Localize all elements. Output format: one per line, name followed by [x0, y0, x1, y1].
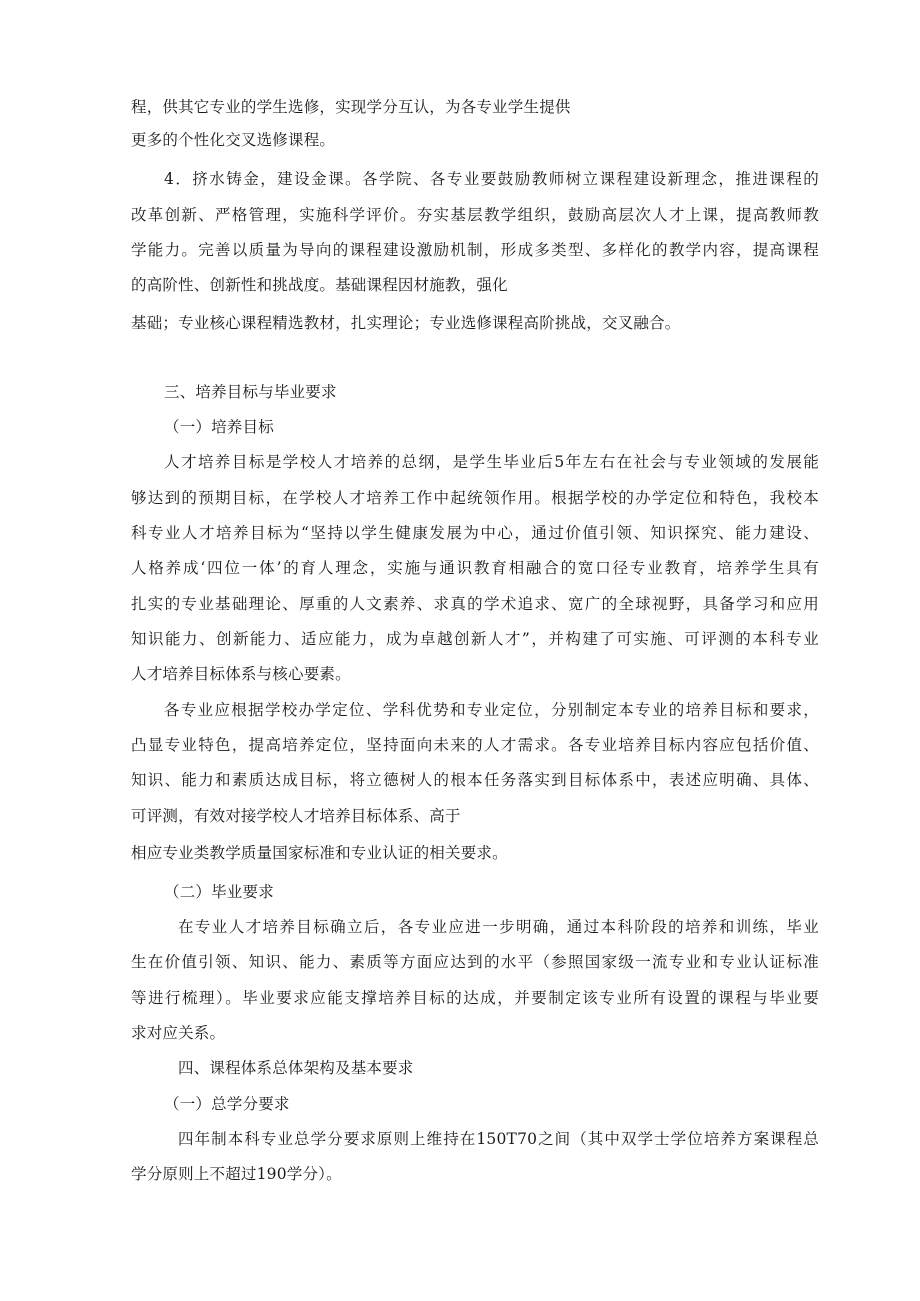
- paragraph-line: 可评测，有效对接学校人才培养目标体系、高于: [131, 807, 461, 825]
- paragraph-line: 扎实的专业基础理论、厚重的人文素养、求真的学术追求、宽广的全球视野，具备学习和应用: [131, 595, 819, 613]
- paragraph-line: 够达到的预期目标，在学校人才培养工作中起统领作用。根据学校的办学定位和特色，我校本: [131, 489, 819, 507]
- paragraph-line: 生在价值引领、知识、能力、素质等方面应达到的水平（参照国家级一流专业和专业认证标准: [131, 953, 819, 971]
- paragraph-line: 基础；专业核心课程精选教材，扎实理论；专业选修课程高阶挑战，交叉融合。: [131, 314, 681, 332]
- paragraph-line: 在专业人才培养目标确立后，各专业应进一步明确，通过本科阶段的培养和训练，毕业: [178, 918, 819, 936]
- subsection-heading-total-credits: （一）总学分要求: [164, 1095, 290, 1113]
- item-4-heading-line: 4．挤水铸金，建设金课。各学院、各专业要鼓励教师树立课程建设新理念，推进课程的: [164, 170, 819, 188]
- paragraph-line: 改革创新、严格管理，实施科学评价。夯实基层教学组织，鼓励高层次人才上课，提高教师教: [131, 206, 819, 224]
- section-heading-3: 三、培养目标与毕业要求: [164, 383, 337, 401]
- paragraph-line: 知识能力、创新能力、适应能力，成为卓越创新人才”，并构建了可实施、可评测的本科专业: [131, 630, 819, 648]
- paragraph-line: 相应专业类教学质量国家标准和专业认证的相关要求。: [131, 844, 508, 862]
- paragraph-line: 凸显专业特色，提高培养定位，坚持面向未来的人才需求。各专业培养目标内容应包括价值、: [131, 736, 819, 754]
- subsection-heading-training-goal: （一）培养目标: [164, 418, 274, 436]
- paragraph-line: 求对应关系。: [131, 1024, 226, 1042]
- paragraph-line: 等进行梳理）。毕业要求应能支撑培养目标的达成，并要制定该专业所有设置的课程与毕业要: [131, 989, 819, 1007]
- paragraph-line: 学能力。完善以质量为导向的课程建设激励机制，形成多类型、多样化的教学内容，提高课程: [131, 241, 819, 259]
- paragraph-line: 科专业人才培养目标为“坚持以学生健康发展为中心，通过价值引领、知识探究、能力建设、: [131, 524, 819, 542]
- paragraph-line: 学分原则上不超过190学分）。: [131, 1165, 342, 1183]
- paragraph-line: 的高阶性、创新性和挑战度。基础课程因材施教，强化: [131, 276, 508, 294]
- paragraph-line: 人才培养目标体系与核心要素。: [131, 665, 351, 683]
- paragraph-line: 程，供其它专业的学生选修，实现学分互认，为各专业学生提供: [131, 98, 571, 116]
- section-heading-4: 四、课程体系总体架构及基本要求: [178, 1059, 414, 1077]
- paragraph-line: 知识、能力和素质达成目标，将立德树人的根本任务落实到目标体系中，表述应明确、具体、: [131, 771, 819, 789]
- subsection-heading-graduation-requirements: （二）毕业要求: [164, 883, 274, 901]
- paragraph-line: 人格养成‘四位一体’的育人理念，实施与通识教育相融合的宽口径专业教育，培养学生具有: [131, 559, 819, 577]
- paragraph-line: 人才培养目标是学校人才培养的总纲，是学生毕业后5年左右在社会与专业领域的发展能: [164, 453, 819, 471]
- paragraph-line: 四年制本科专业总学分要求原则上维持在150T70之间（其中双学士学位培养方案课程总: [178, 1130, 819, 1148]
- paragraph-line: 各专业应根据学校办学定位、学科优势和专业定位，分别制定本专业的培养目标和要求，: [164, 701, 819, 719]
- paragraph-line: 更多的个性化交叉选修课程。: [131, 131, 336, 149]
